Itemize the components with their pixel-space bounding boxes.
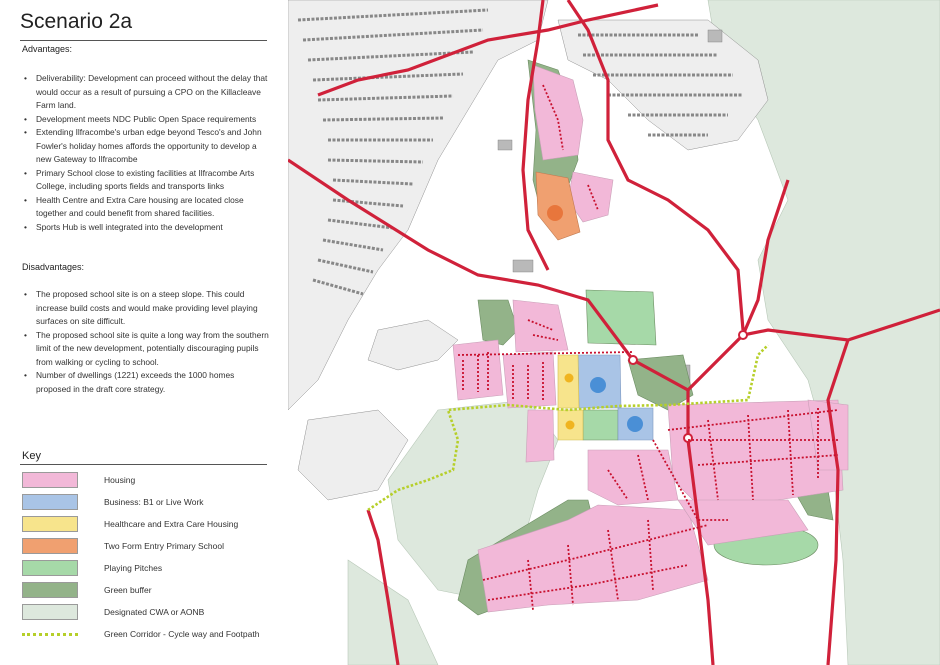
- key-row: [22, 516, 272, 534]
- key-swatch: [22, 582, 78, 598]
- key-label: Business: B1 or Live Work: [104, 497, 204, 507]
- advantage-item: • Health Centre and Extra Care housing are located close together and could benefit from shared facilities.: [22, 194, 270, 221]
- key-row: [22, 604, 272, 622]
- key-swatch: [22, 516, 78, 532]
- title-rule: [20, 40, 267, 41]
- key-label: Healthcare and Extra Care Housing: [104, 519, 239, 529]
- legend-panel: [0, 0, 288, 665]
- key-row: [22, 582, 272, 600]
- advantage-item: • Extending Ilfracombe's urban edge beyond Tesco's and John Fowler's holiday homes affords the opportunity to develop a new Gateway to Ilfracombe: [22, 126, 270, 167]
- key-swatch: [22, 494, 78, 510]
- key-label: Housing: [104, 475, 136, 485]
- disadvantages-list: [22, 288, 270, 396]
- advantage-item: • Sports Hub is well integrated into the development: [22, 221, 270, 235]
- advantage-item: • Deliverability: Development can proceed without the delay that would occur as a result of pursuing a CPO on the Killacleave Farm land.: [22, 72, 270, 113]
- key-swatch: [22, 472, 78, 488]
- key-rule: [20, 464, 267, 465]
- key-swatch: [22, 604, 78, 620]
- disadvantage-item: • The proposed school site is on a steep slope. This could increase build costs and would make providing level playing surfaces on site difficult.: [22, 288, 270, 329]
- key-label: Green Corridor - Cycle way and Footpath: [104, 629, 260, 639]
- page-title: Scenario 2a: [20, 10, 133, 33]
- key-swatch: [22, 633, 78, 636]
- advantage-item: • Primary School close to existing facilities at Ilfracombe Arts College, including sports fields and transports links: [22, 167, 270, 194]
- disadvantages-heading: Disadvantages:: [22, 262, 85, 272]
- key-row: [22, 472, 272, 490]
- site-map: [288, 0, 940, 665]
- key-row: [22, 626, 272, 644]
- advantage-item: • Development meets NDC Public Open Space requirements: [22, 113, 270, 127]
- key-label: Two Form Entry Primary School: [104, 541, 224, 551]
- key-label: Playing Pitches: [104, 563, 163, 573]
- key-swatch: [22, 560, 78, 576]
- key-label: Green buffer: [104, 585, 152, 595]
- advantages-heading: Advantages:: [22, 44, 73, 54]
- key-label: Designated CWA or AONB: [104, 607, 205, 617]
- key-row: [22, 494, 272, 512]
- key-row: [22, 538, 272, 556]
- disadvantage-item: • The proposed school site is quite a long way from the southern limit of the new development, potentially discouraging pupils from walking or cycling to school.: [22, 329, 270, 370]
- key-row: [22, 560, 272, 578]
- disadvantage-item: • Number of dwellings (1221) exceeds the 1000 homes proposed in the draft core strategy.: [22, 369, 270, 396]
- key-swatch: [22, 538, 78, 554]
- key-title: Key: [22, 450, 41, 462]
- advantages-list: [22, 72, 270, 234]
